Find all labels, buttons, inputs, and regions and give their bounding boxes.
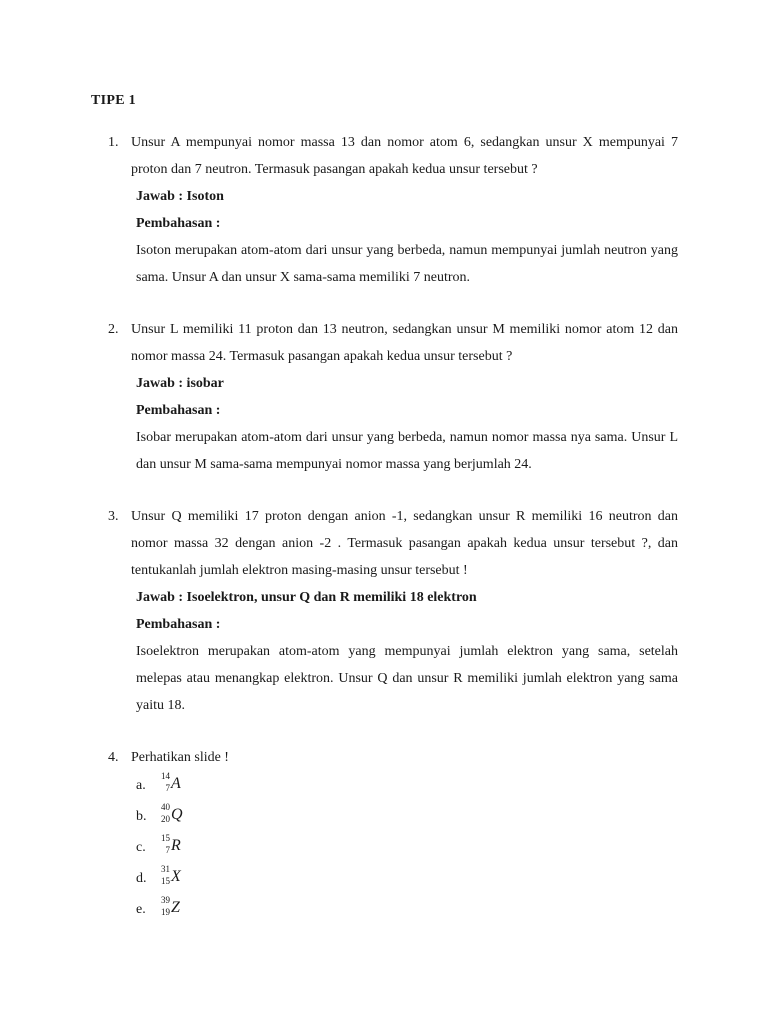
option-letter: b. xyxy=(136,809,147,824)
discussion-text: Isoelektron merupakan atom-atom yang mempunyai jumlah elektron yang sama, setelah melepas atau menangkap elektron. Unsur Q dan unsur R memiliki jumlah elektron yang sama yaitu 18. xyxy=(136,644,678,713)
question-text: Unsur A mempunyai nomor massa 13 dan nomor atom 6, sedangkan unsur X mempunyai 7 proton dan 7 neutron. Termasuk pasangan apakah kedua unsur tersebut ? xyxy=(131,135,678,177)
atomic-number: 20 xyxy=(161,814,170,824)
element-symbol: A xyxy=(171,775,181,792)
page-heading: TIPE 1 xyxy=(91,93,136,108)
atomic-number: 19 xyxy=(161,907,170,917)
option-letter: e. xyxy=(136,902,146,917)
discussion-label: Pembahasan : xyxy=(136,216,221,231)
question-text: Unsur L memiliki 11 proton dan 13 neutron, sedangkan unsur M memiliki nomor atom 12 dan nomor massa 24. Termasuk pasangan apakah kedua unsur tersebut ? xyxy=(131,322,678,364)
discussion-label: Pembahasan : xyxy=(136,403,221,418)
answer: Jawab : Isoelektron, unsur Q dan R memiliki 18 elektron xyxy=(136,590,477,605)
question-3 xyxy=(108,503,678,719)
question-text: Perhatikan slide ! xyxy=(131,750,229,765)
question-number: 2. xyxy=(108,322,119,337)
atomic-number: 7 xyxy=(165,845,170,855)
mass-number: 14 xyxy=(161,771,170,781)
nuclide-notation xyxy=(158,833,198,864)
question-2 xyxy=(108,316,678,478)
answer: Jawab : isobar xyxy=(136,376,224,391)
question-4 xyxy=(108,744,678,926)
question-text: Unsur Q memiliki 17 proton dengan anion -1, sedangkan unsur R memiliki 16 neutron dan nomor massa 32 dengan anion -2 . Termasuk pasangan apakah kedua unsur tersebut ?, dan tentukanlah jumlah elektron masing-masing unsur tersebut ! xyxy=(131,509,678,578)
nuclide-notation xyxy=(158,895,198,926)
option-d xyxy=(131,864,678,895)
question-number: 1. xyxy=(108,135,119,150)
answer: Jawab : Isoton xyxy=(136,189,224,204)
question-number: 3. xyxy=(108,509,119,524)
mass-number: 15 xyxy=(161,833,170,843)
element-symbol: Q xyxy=(171,806,183,823)
option-list xyxy=(131,771,678,926)
atomic-number: 7 xyxy=(165,783,170,793)
element-symbol: X xyxy=(171,868,181,885)
nuclide-notation xyxy=(158,802,198,833)
discussion-text: Isobar merupakan atom-atom dari unsur yang berbeda, namun nomor massa nya sama. Unsur L dan unsur M sama-sama mempunyai nomor massa yang berjumlah 24. xyxy=(136,430,678,472)
option-c xyxy=(131,833,678,864)
nuclide-notation xyxy=(158,864,198,895)
mass-number: 40 xyxy=(161,802,170,812)
element-symbol: R xyxy=(171,837,181,854)
option-a xyxy=(131,771,678,802)
discussion-label: Pembahasan : xyxy=(136,617,221,632)
element-symbol: Z xyxy=(171,899,180,916)
option-letter: a. xyxy=(136,778,146,793)
option-b xyxy=(131,802,678,833)
mass-number: 31 xyxy=(161,864,170,874)
mass-number: 39 xyxy=(161,895,170,905)
nuclide-notation xyxy=(158,771,198,802)
discussion-text: Isoton merupakan atom-atom dari unsur yang berbeda, namun mempunyai jumlah neutron yang sama. Unsur A dan unsur X sama-sama memiliki 7 neutron. xyxy=(136,243,678,285)
atomic-number: 15 xyxy=(161,876,170,886)
option-letter: c. xyxy=(136,840,146,855)
question-number: 4. xyxy=(108,750,119,765)
question-1 xyxy=(108,129,678,291)
option-e xyxy=(131,895,678,926)
option-letter: d. xyxy=(136,871,147,886)
